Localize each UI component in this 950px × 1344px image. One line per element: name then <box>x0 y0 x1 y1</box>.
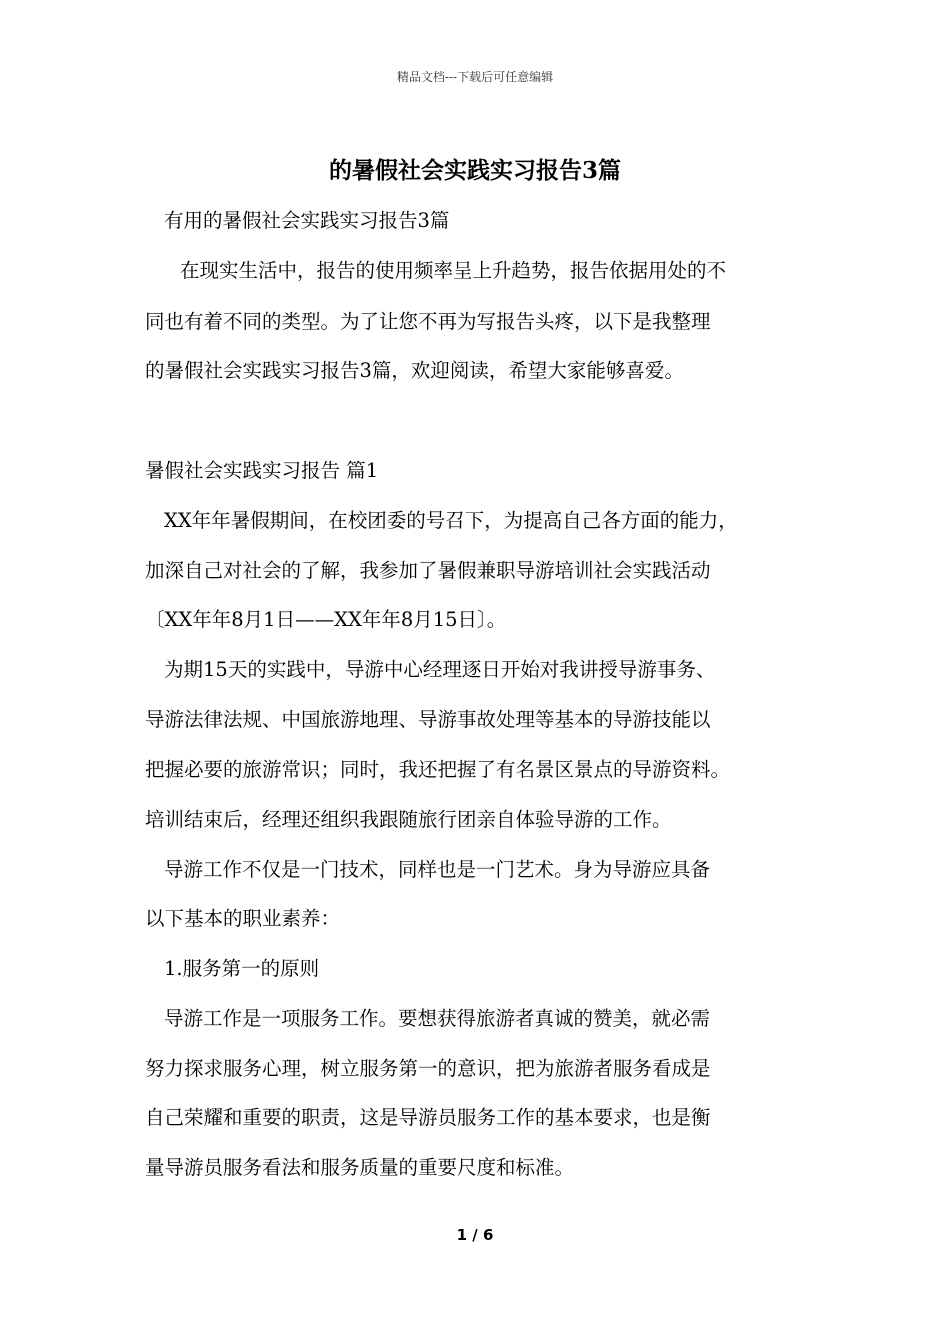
page-number: 1 / 6 <box>456 1226 494 1244</box>
paragraph-line: 的暑假社会实践实习报告3篇，欢迎阅读，希望大家能够喜爱。 <box>145 359 684 382</box>
paragraph-line: 努力探求服务心理，树立服务第一的意识，把为旅游者服务看成是 <box>145 1057 711 1080</box>
paragraph-line: 在现实生活中，报告的使用频率呈上升趋势，报告依据用处的不 <box>180 259 727 282</box>
paragraph-line: 自己荣耀和重要的职责，这是导游员服务工作的基本要求，也是衡 <box>145 1106 711 1129</box>
paragraph-line: 把握必要的旅游常识；同时，我还把握了有名景区景点的导游资料。 <box>145 758 731 781</box>
list-item-heading: 1.服务第一的原则 <box>164 957 320 980</box>
document-title: 的暑假社会实践实习报告3篇 <box>328 157 621 184</box>
paragraph-line: 以下基本的职业素养： <box>145 907 341 930</box>
header-note: 精品文档---下载后可任意编辑 <box>396 70 554 84</box>
paragraph-line: 导游工作不仅是一门技术，同样也是一门艺术。身为导游应具备 <box>164 858 711 881</box>
paragraph-line: 导游法律法规、中国旅游地理、导游事故处理等基本的导游技能以 <box>145 708 711 731</box>
subtitle-line: 有用的暑假社会实践实习报告3篇 <box>164 209 450 232</box>
paragraph-line: 加深自己对社会的了解，我参加了暑假兼职导游培训社会实践活动 <box>145 559 711 582</box>
paragraph-line: 为期15天的实践中，导游中心经理逐日开始对我讲授导游事务、 <box>164 658 716 681</box>
paragraph-line: 导游工作是一项服务工作。要想获得旅游者真诚的赞美，就必需 <box>164 1007 711 1030</box>
paragraph-line: 培训结束后，经理还组织我跟随旅行团亲自体验导游的工作。 <box>145 808 672 831</box>
section-heading: 暑假社会实践实习报告 篇1 <box>145 459 379 482</box>
paragraph-line: 同也有着不同的类型。为了让您不再为写报告头疼，以下是我整理 <box>145 310 711 333</box>
paragraph-line: 量导游员服务看法和服务质量的重要尺度和标准。 <box>145 1156 575 1179</box>
paragraph-line: 〔XX年年8月1日——XX年年8月15日〕。 <box>145 608 507 631</box>
paragraph-line: XX年年暑假期间，在校团委的号召下，为提高自己各方面的能力， <box>164 509 738 532</box>
